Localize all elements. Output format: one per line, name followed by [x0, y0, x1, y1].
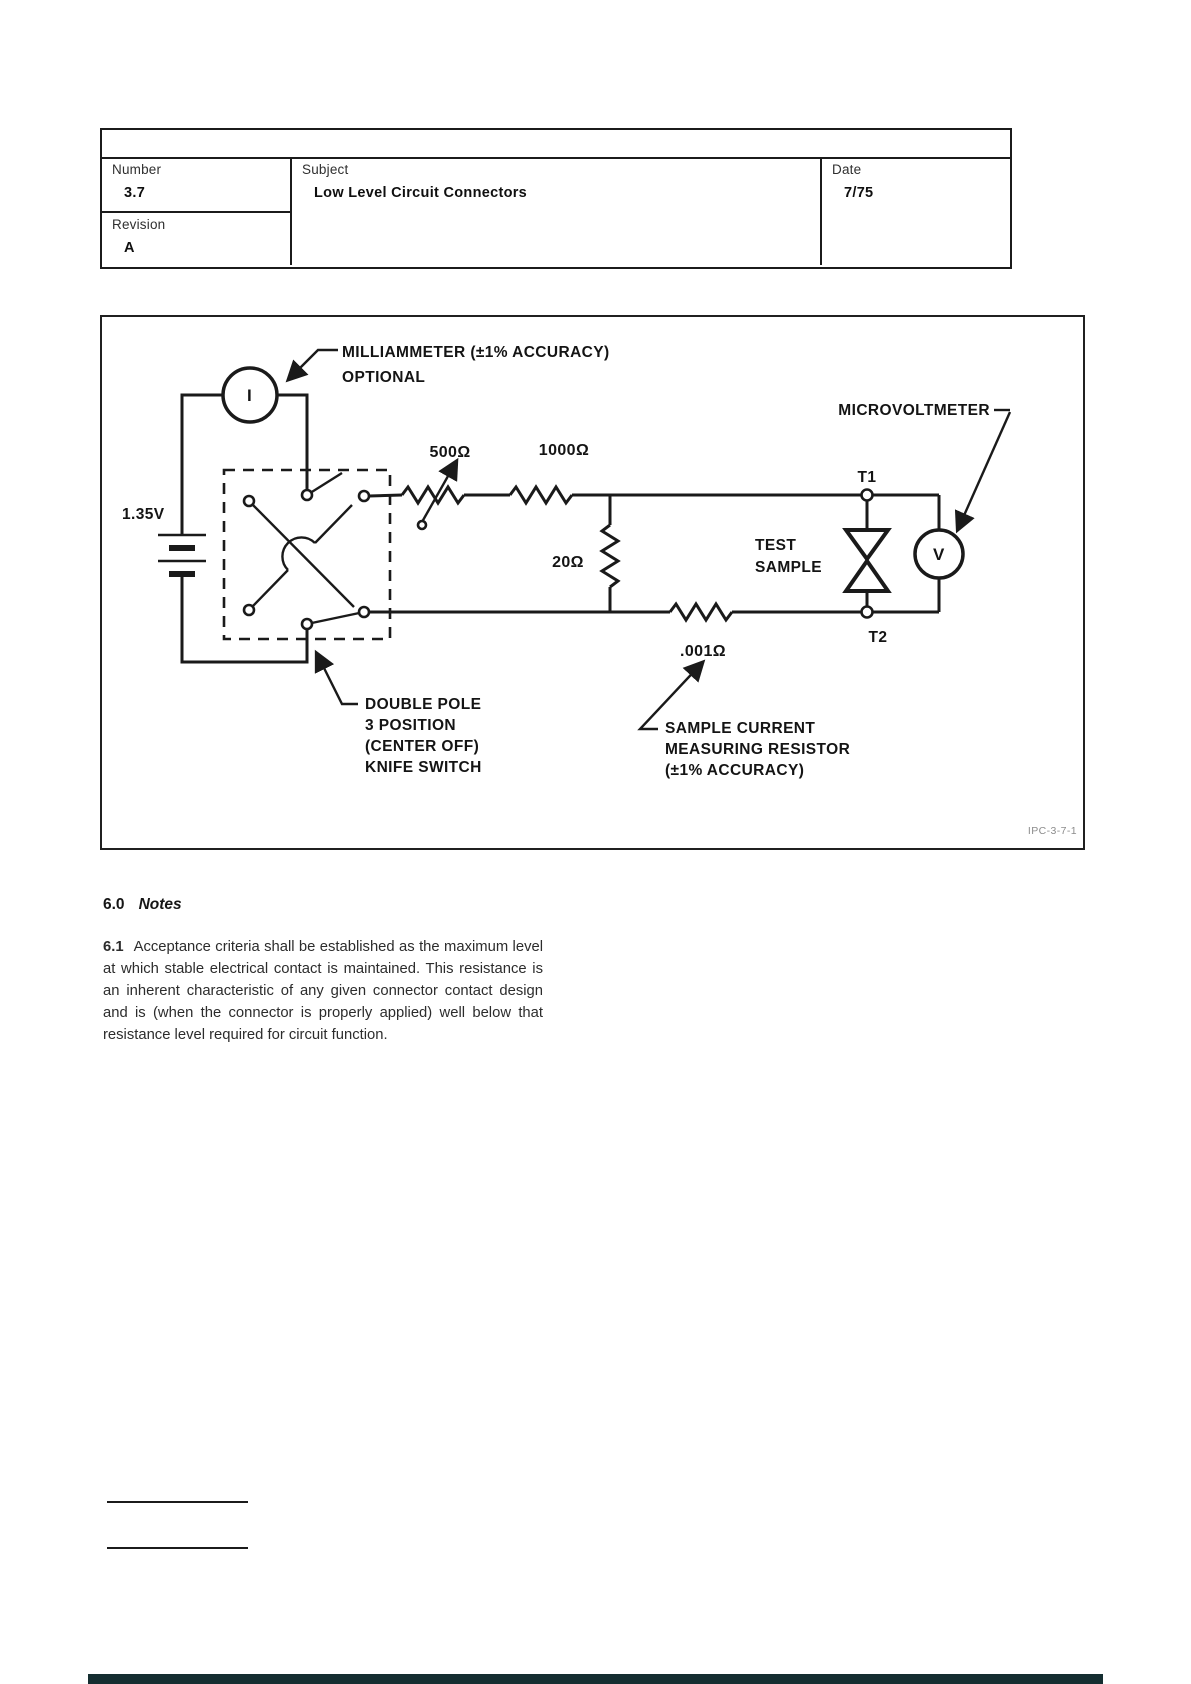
notes-para-number: 6.1: [103, 939, 124, 955]
header-table: [100, 128, 1012, 269]
header-top-rule: [102, 157, 1010, 159]
resistor-20-label: 20Ω: [552, 554, 584, 571]
resistor-20-symbol: [602, 525, 618, 587]
resistor-1000-label: 1000Ω: [538, 442, 590, 459]
page-bottom-bar: [88, 1674, 1103, 1684]
footer-rule-1: [107, 1501, 248, 1503]
notes-section-title: Notes: [138, 896, 182, 913]
resistor-500-symbol: [402, 462, 464, 529]
milliammeter-letter: I: [247, 386, 252, 405]
subject-label: Subject: [302, 162, 349, 177]
knife-switch-label-4: KNIFE SWITCH: [365, 759, 482, 776]
microvoltmeter-letter: V: [933, 545, 945, 564]
knife-switch: [224, 470, 390, 639]
date-label: Date: [832, 162, 862, 177]
notes-paragraph: [103, 936, 543, 1046]
knife-switch-label-1: DOUBLE POLE: [365, 696, 482, 713]
test-sample-label-1: TEST: [755, 537, 797, 554]
footer-rule-2: [107, 1547, 248, 1549]
resistor-1000-symbol: [510, 487, 572, 503]
microvoltmeter-label: MICROVOLTMETER: [838, 402, 990, 419]
resistor-001-symbol: [670, 604, 732, 620]
circuit-wires: [182, 395, 939, 662]
test-sample-label-2: SAMPLE: [755, 559, 822, 576]
battery-voltage-label: 1.35V: [122, 506, 165, 523]
knife-switch-leader: [317, 654, 358, 704]
number-label: Number: [112, 162, 162, 177]
measuring-resistor-label-2: MEASURING RESISTOR: [665, 741, 851, 758]
battery-symbol: [158, 535, 206, 574]
measuring-resistor-label-1: SAMPLE CURRENT: [665, 720, 816, 737]
number-value: 3.7: [124, 185, 146, 201]
knife-switch-label-3: (CENTER OFF): [365, 738, 480, 755]
subject-value: Low Level Circuit Connectors: [314, 185, 528, 201]
resistor-500-label: 500Ω: [429, 444, 471, 461]
terminal-t2-label: T2: [868, 629, 888, 646]
notes-section-number: 6.0: [103, 896, 125, 913]
measuring-resistor-label-3: (±1% ACCURACY): [665, 762, 805, 779]
notes-heading: [103, 896, 182, 914]
revision-label: Revision: [112, 217, 166, 232]
header-divider-2: [820, 157, 822, 265]
figure-id: IPC-3-7-1: [1027, 825, 1077, 837]
knife-switch-label-2: 3 POSITION: [365, 717, 456, 734]
circuit-figure: [100, 315, 1085, 850]
milliammeter-label-1: MILLIAMMETER (±1% ACCURACY): [342, 344, 610, 361]
test-sample-symbol: [846, 490, 888, 618]
header-revision-rule: [102, 211, 290, 213]
date-value: 7/75: [844, 185, 874, 201]
revision-value: A: [124, 240, 135, 256]
microvoltmeter-leader: [958, 412, 1010, 529]
circuit-diagram: [102, 317, 1083, 848]
milliammeter-label-2: OPTIONAL: [342, 369, 426, 386]
header-divider-1: [290, 157, 292, 265]
resistor-001-label: .001Ω: [680, 643, 726, 660]
notes-para-text: Acceptance criteria shall be established as the maximum level at which stable electrical contact is maintained. This resistance is an inherent characteristic of any given connector contact design and is (when the connector is properly applied) well below that resistance level required for circuit function.: [103, 939, 543, 1043]
milliammeter-leader: [289, 350, 338, 379]
terminal-t1-label: T1: [857, 469, 877, 486]
